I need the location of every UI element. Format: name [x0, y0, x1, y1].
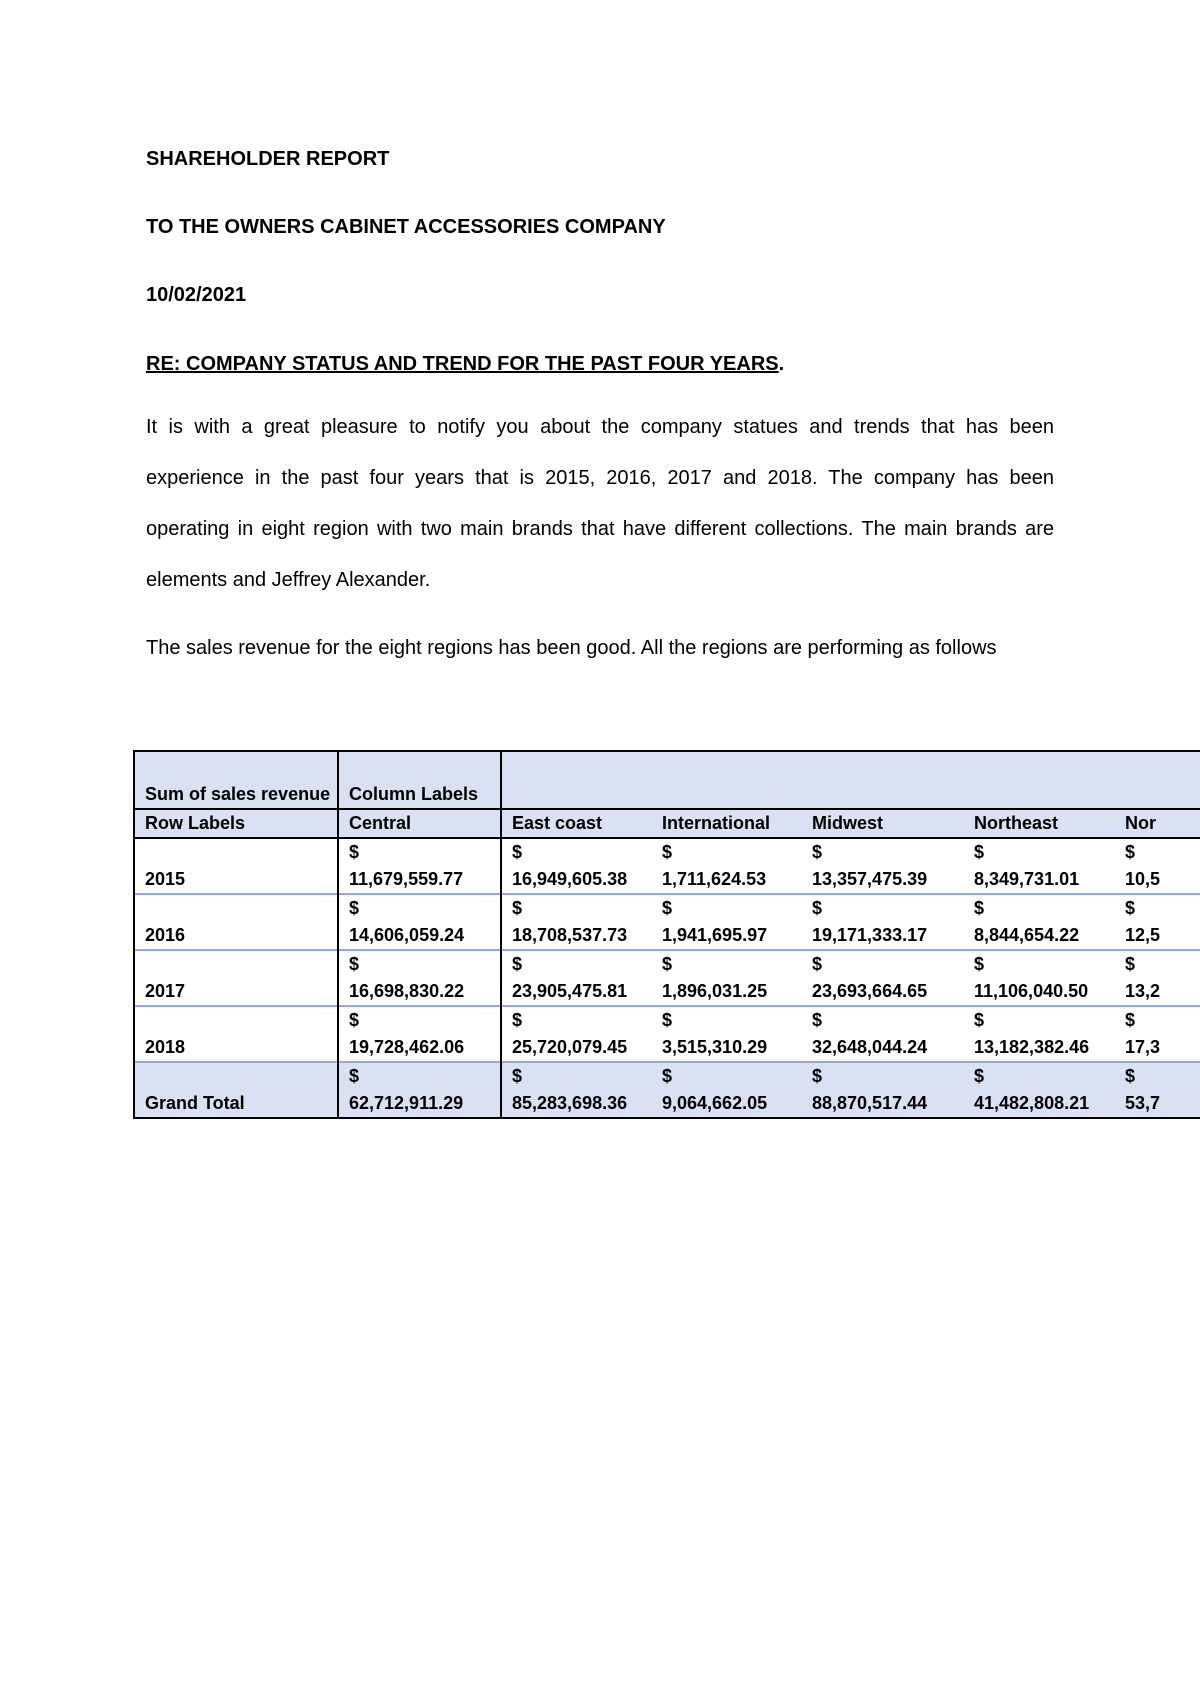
column-header-east-coast: East coast [501, 809, 652, 838]
money-cell [501, 1062, 652, 1118]
money-cell [1115, 1006, 1200, 1062]
currency-symbol: $ [512, 954, 523, 974]
currency-symbol: $ [974, 1066, 985, 1086]
amount-value: 12,5 [1125, 925, 1161, 945]
currency-symbol: $ [812, 1010, 823, 1030]
money-cell [652, 1062, 802, 1118]
currency-symbol: $ [812, 898, 823, 918]
subject-text: RE: COMPANY STATUS AND TREND FOR THE PAST FOUR YEARS [146, 353, 779, 375]
amount-value: 10,5 [1125, 869, 1161, 889]
currency-symbol: $ [1125, 842, 1136, 862]
money-cell [652, 1006, 802, 1062]
table-row [134, 950, 1200, 1006]
table-row [134, 838, 1200, 894]
column-header-midwest: Midwest [802, 809, 964, 838]
money-cell [652, 894, 802, 950]
currency-symbol: $ [512, 842, 523, 862]
money-cell [1115, 838, 1200, 894]
table-row [134, 894, 1200, 950]
paragraph-sales: The sales revenue for the eight regions has been good. All the regions are performing as follows [146, 637, 997, 659]
money-cell [964, 894, 1115, 950]
row-label: 2016 [134, 894, 338, 950]
money-cell [338, 894, 501, 950]
amount-value: 16,698,830.22 [349, 981, 465, 1001]
row-labels-header: Row Labels [134, 809, 338, 838]
amount-value: 14,606,059.24 [349, 925, 465, 945]
sales-pivot-table [133, 750, 1200, 1120]
money-cell [338, 1006, 501, 1062]
amount-value: 16,949,605.38 [512, 869, 628, 889]
amount-value: 19,728,462.06 [349, 1037, 465, 1057]
currency-symbol: $ [812, 954, 823, 974]
column-header-central: Central [338, 809, 501, 838]
money-cell [338, 838, 501, 894]
currency-symbol: $ [662, 898, 673, 918]
amount-value: 23,693,664.65 [812, 981, 928, 1001]
subject-period: . [778, 353, 785, 375]
amount-value: 18,708,537.73 [512, 925, 628, 945]
money-cell [652, 838, 802, 894]
currency-symbol: $ [349, 898, 360, 918]
amount-value: 32,648,044.24 [812, 1037, 928, 1057]
amount-value: 23,905,475.81 [512, 981, 628, 1001]
amount-value: 11,679,559.77 [349, 869, 464, 889]
currency-symbol: $ [1125, 898, 1136, 918]
money-cell [802, 838, 964, 894]
money-cell [964, 1006, 1115, 1062]
currency-symbol: $ [512, 898, 523, 918]
amount-value: 88,870,517.44 [812, 1093, 928, 1113]
pivot-body [134, 838, 1200, 1118]
amount-value: 8,349,731.01 [974, 869, 1080, 889]
currency-symbol: $ [349, 954, 360, 974]
header-row-2 [134, 809, 1200, 838]
paragraph-intro: It is with a great pleasure to notify you about the company statues and trends that has been experience in the past four years that is 2015, 2016, 2017 and 2018. The company has been operating in eight region with two main brands that have different collections. The main brands are elements and Jeffrey Alexander. [146, 416, 1054, 591]
amount-value: 1,941,695.97 [662, 925, 768, 945]
money-cell [652, 950, 802, 1006]
currency-symbol: $ [662, 842, 673, 862]
money-cell [501, 838, 652, 894]
money-cell [1115, 1062, 1200, 1118]
row-label: 2017 [134, 950, 338, 1006]
money-cell [964, 1062, 1115, 1118]
table-row [134, 1006, 1200, 1062]
currency-symbol: $ [974, 842, 985, 862]
money-cell [802, 950, 964, 1006]
header-spacer [652, 751, 802, 809]
row-label: 2015 [134, 838, 338, 894]
currency-symbol: $ [812, 1066, 823, 1086]
amount-value: 13,2 [1125, 981, 1161, 1001]
amount-value: 1,896,031.25 [662, 981, 768, 1001]
currency-symbol: $ [1125, 1066, 1136, 1086]
currency-symbol: $ [662, 1010, 673, 1030]
header-spacer [964, 751, 1115, 809]
recipient-line: TO THE OWNERS CABINET ACCESSORIES COMPANY [146, 216, 666, 238]
amount-value: 25,720,079.45 [512, 1037, 628, 1057]
grand-total-row [134, 1062, 1200, 1118]
amount-value: 85,283,698.36 [512, 1093, 628, 1113]
money-cell [501, 950, 652, 1006]
amount-value: 19,171,333.17 [812, 925, 928, 945]
header-row-1 [134, 751, 1200, 809]
column-header-international: International [652, 809, 802, 838]
subject-line [146, 352, 1054, 376]
money-cell [501, 894, 652, 950]
currency-symbol: $ [349, 1066, 360, 1086]
column-header-nor: Nor [1115, 809, 1200, 838]
currency-symbol: $ [974, 1010, 985, 1030]
amount-value: 3,515,310.29 [662, 1037, 768, 1057]
money-cell [964, 950, 1115, 1006]
currency-symbol: $ [349, 1010, 360, 1030]
currency-symbol: $ [512, 1066, 523, 1086]
currency-symbol: $ [1125, 954, 1136, 974]
report-date: 10/02/2021 [146, 284, 247, 306]
currency-symbol: $ [512, 1010, 523, 1030]
money-cell [964, 838, 1115, 894]
amount-value: 11,106,040.50 [974, 981, 1089, 1001]
money-cell [1115, 950, 1200, 1006]
currency-symbol: $ [1125, 1010, 1136, 1030]
currency-symbol: $ [974, 954, 985, 974]
column-header-northeast: Northeast [964, 809, 1115, 838]
currency-symbol: $ [662, 954, 673, 974]
amount-value: 1,711,624.53 [662, 869, 767, 889]
report-title: SHAREHOLDER REPORT [146, 148, 390, 170]
money-cell [802, 1062, 964, 1118]
currency-symbol: $ [662, 1066, 673, 1086]
money-cell [1115, 894, 1200, 950]
amount-value: 9,064,662.05 [662, 1093, 768, 1113]
amount-value: 53,7 [1125, 1093, 1161, 1113]
amount-value: 13,182,382.46 [974, 1037, 1090, 1057]
pivot-table [133, 750, 1200, 1119]
row-label: 2018 [134, 1006, 338, 1062]
header-spacer [802, 751, 964, 809]
amount-value: 13,357,475.39 [812, 869, 928, 889]
column-labels-header: Column Labels [338, 751, 501, 809]
corner-label: Sum of sales revenue [134, 751, 338, 809]
grand-total-label: Grand Total [134, 1062, 338, 1118]
money-cell [338, 950, 501, 1006]
amount-value: 8,844,654.22 [974, 925, 1080, 945]
currency-symbol: $ [812, 842, 823, 862]
amount-value: 17,3 [1125, 1037, 1161, 1057]
money-cell [802, 894, 964, 950]
currency-symbol: $ [974, 898, 985, 918]
money-cell [338, 1062, 501, 1118]
header-spacer [501, 751, 652, 809]
amount-value: 41,482,808.21 [974, 1093, 1090, 1113]
money-cell [802, 1006, 964, 1062]
currency-symbol: $ [349, 842, 360, 862]
amount-value: 62,712,911.29 [349, 1093, 464, 1113]
header-spacer [1115, 751, 1200, 809]
money-cell [501, 1006, 652, 1062]
